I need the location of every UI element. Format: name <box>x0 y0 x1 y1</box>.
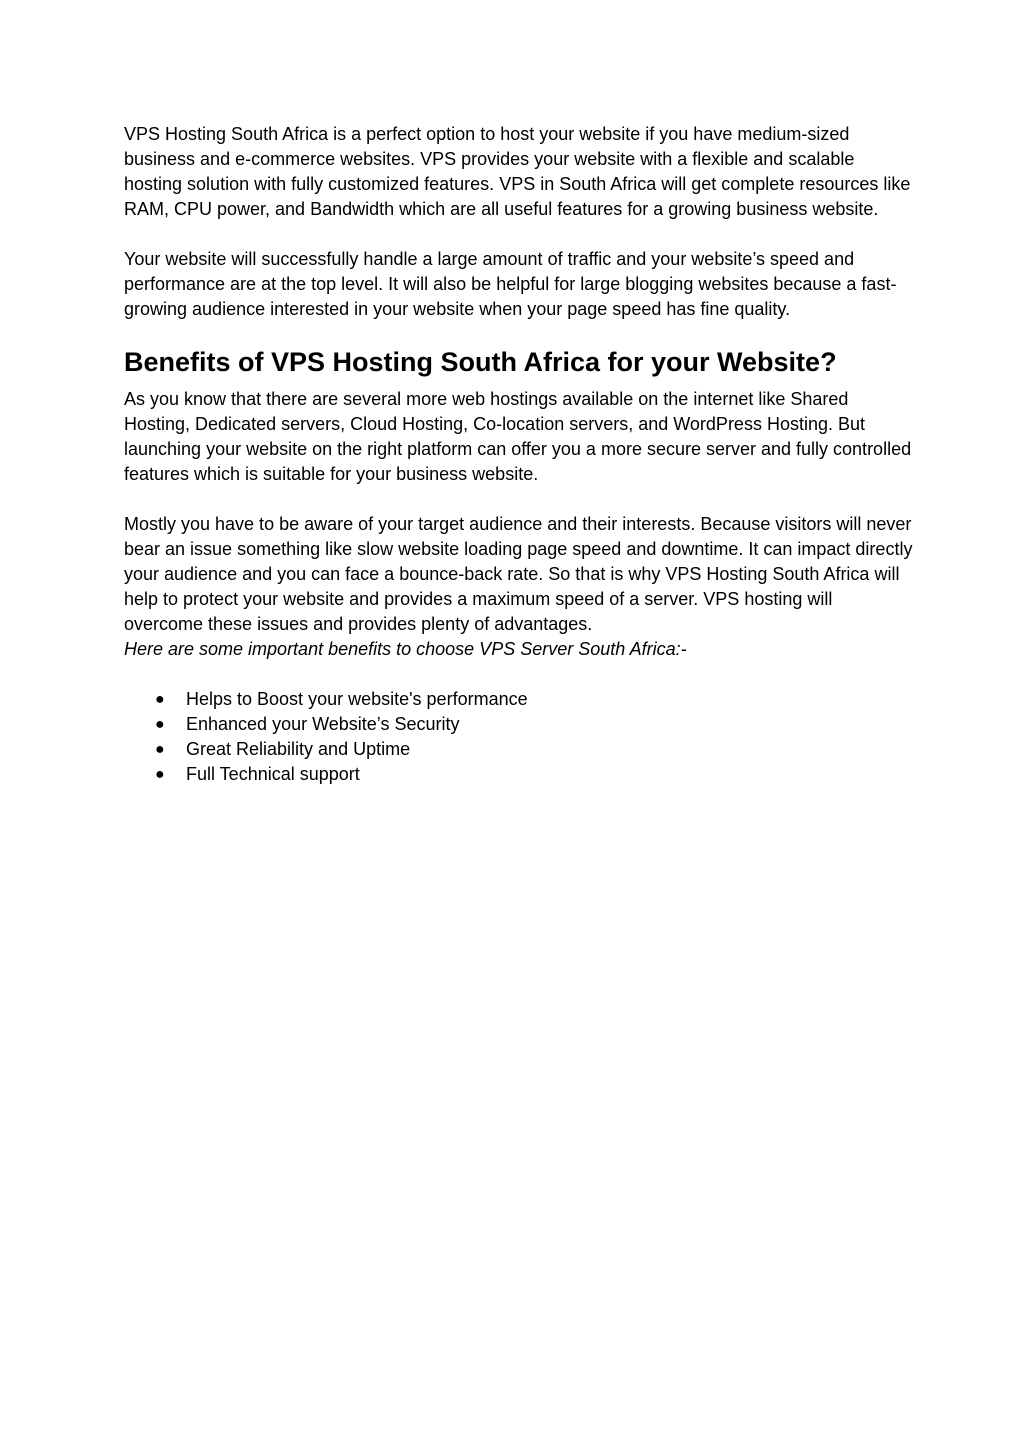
list-item-text: Great Reliability and Uptime <box>186 739 411 759</box>
document-page <box>124 122 914 787</box>
list-item-text: Full Technical support <box>186 764 360 784</box>
bullet-icon: ● <box>155 741 165 758</box>
section-paragraph-1: As you know that there are several more web hostings available on the internet like Shared Hosting, Dedicated servers, Cloud Hosting, Co-location servers, and WordPress Hosting. But launching your website on the right platform can offer you a more secure server and fully controlled features which is suitable for your business website. <box>124 389 912 484</box>
bullet-icon: ● <box>155 716 165 733</box>
intro-paragraph-1: VPS Hosting South Africa is a perfect option to host your website if you have medium-sized business and e-commerce websites. VPS provides your website with a flexible and scalable hosting solution with fully customized features. VPS in South Africa will get complete resources like RAM, CPU power, and Bandwidth which are all useful features for a growing business website. <box>124 124 911 219</box>
bullet-icon: ● <box>155 691 165 708</box>
list-item-text: Helps to Boost your website's performance <box>186 689 528 709</box>
benefits-lead-in: Here are some important benefits to choose VPS Server South Africa:- <box>124 639 687 659</box>
bullet-icon: ● <box>155 766 165 783</box>
section-paragraph-2: Mostly you have to be aware of your target audience and their interests. Because visitors will never bear an issue something like slow website loading page speed and downtime. It can impact directly your audience and you can face a bounce-back rate. So that is why VPS Hosting South Africa will help to protect your website and provides a maximum speed of a server. VPS hosting will overcome these issues and provides plenty of advantages. <box>124 514 913 634</box>
list-item-text: Enhanced your Website’s Security <box>186 714 460 734</box>
section-heading: Benefits of VPS Hosting South Africa for your Website? <box>124 347 837 377</box>
list-item <box>124 687 914 712</box>
list-item <box>124 762 914 787</box>
list-item <box>124 737 914 762</box>
intro-paragraph-2: Your website will successfully handle a large amount of traffic and your website’s speed and performance are at the top level. It will also be helpful for large blogging websites because a fast-growing audience interested in your website when your page speed has fine quality. <box>124 249 897 319</box>
list-item <box>124 712 914 737</box>
paragraph-spacer <box>124 487 914 512</box>
benefits-list <box>124 687 914 787</box>
paragraph-spacer <box>124 222 914 247</box>
